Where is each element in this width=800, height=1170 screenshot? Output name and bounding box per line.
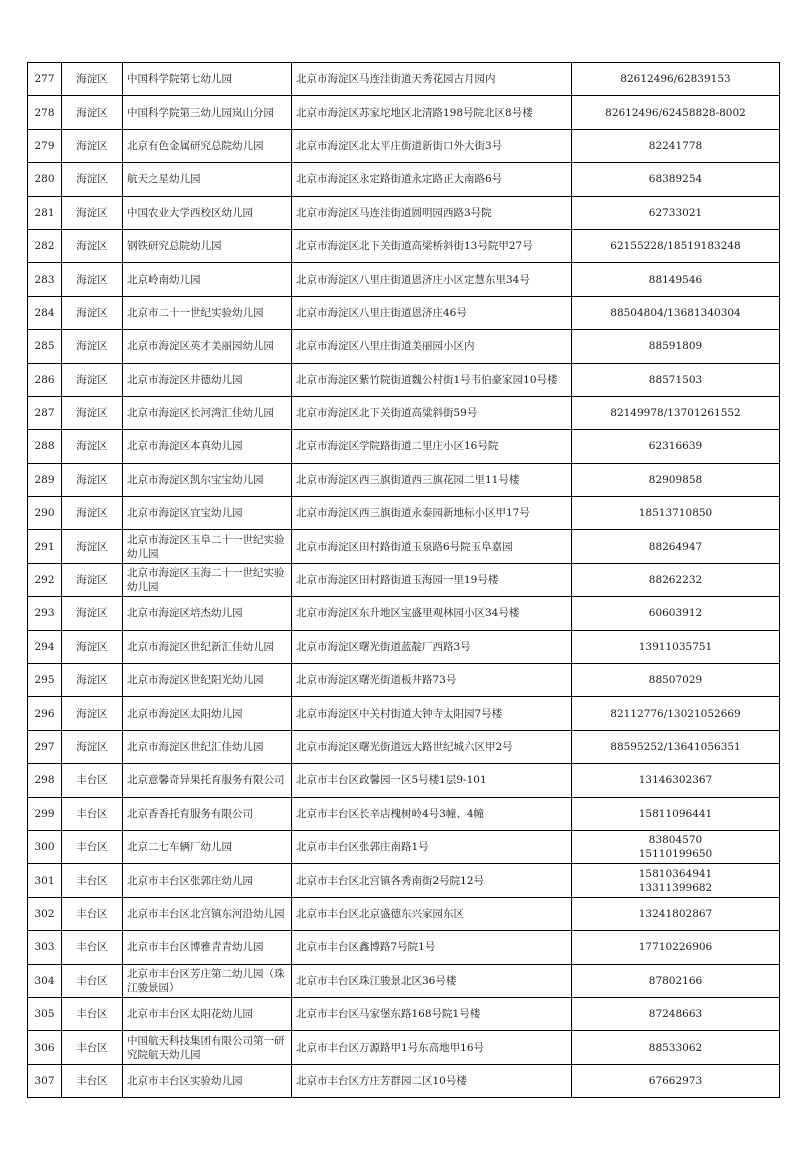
table-row [28,330,780,363]
phone-cell [572,830,780,863]
phone-cell [572,897,780,930]
address-cell: 北京市海淀区田村路街道玉泉路6号院玉阜嘉园 [292,530,572,563]
phone-number: 15810364941 [638,867,713,880]
row-number: 293 [28,597,62,630]
phone-cell [572,664,780,697]
row-number: 279 [28,129,62,162]
row-number: 280 [28,163,62,196]
phone-cell [572,463,780,496]
phone-cell [572,697,780,730]
table-row [28,196,780,229]
kindergarten-name-cell: 中国航天科技集团有限公司第一研究院航天幼儿园 [123,1031,292,1064]
phone-cell [572,964,780,997]
kindergarten-name-cell: 北京意馨奇异果托育服务有限公司 [123,764,292,797]
address-cell: 北京市丰台区北京盛德东兴家园东区 [292,897,572,930]
address-cell: 北京市丰台区政馨园一区5号楼1层9-101 [292,764,572,797]
address-cell: 北京市海淀区田村路街道玉海园一里19号楼 [292,563,572,596]
address-cell: 北京市海淀区东升地区宝盛里观林园小区34号楼 [292,597,572,630]
district-cell: 海淀区 [62,63,123,96]
phone-cell [572,1064,780,1097]
row-number: 291 [28,530,62,563]
kindergarten-name-cell: 北京市海淀区英才美丽园幼儿园 [123,330,292,363]
address-cell: 北京市海淀区永定路街道永定路正大南路6号 [292,163,572,196]
phone-cell [572,163,780,196]
table-row [28,263,780,296]
phone-cell [572,363,780,396]
kindergarten-name-cell: 北京市海淀区玉阜二十一世纪实验幼儿园 [123,530,292,563]
phone-cell [572,597,780,630]
district-cell: 海淀区 [62,697,123,730]
table-row [28,597,780,630]
kindergarten-name-cell: 北京香香托育服务有限公司 [123,797,292,830]
row-number: 303 [28,931,62,964]
kindergarten-name-cell: 中国科学院第三幼儿园岚山分园 [123,96,292,129]
table-row [28,363,780,396]
kindergarten-name-cell: 航天之星幼儿园 [123,163,292,196]
kindergarten-name-cell: 北京二七车辆厂幼儿园 [123,830,292,863]
table-row [28,1031,780,1064]
table-row [28,430,780,463]
phone-number: 18513710850 [638,507,713,520]
kindergarten-name-cell: 中国农业大学西校区幼儿园 [123,196,292,229]
row-number: 304 [28,964,62,997]
table-row [28,797,780,830]
phone-number: 13241802867 [638,907,713,920]
district-cell: 丰台区 [62,764,123,797]
address-cell: 北京市海淀区北太平庄街道新街口外大街3号 [292,129,572,162]
district-cell: 海淀区 [62,196,123,229]
row-number: 305 [28,997,62,1030]
row-number: 277 [28,63,62,96]
table-row [28,96,780,129]
kindergarten-name-cell: 北京岭南幼儿园 [123,263,292,296]
table-row [28,697,780,730]
phone-cell [572,797,780,830]
address-cell: 北京市丰台区鑫博路7号院1号 [292,931,572,964]
row-number: 289 [28,463,62,496]
address-cell: 北京市海淀区八里庄街道恩济庄46号 [292,296,572,329]
table-row [28,664,780,697]
phone-number: 13146302367 [638,774,713,787]
district-cell: 丰台区 [62,1031,123,1064]
address-cell: 北京市丰台区张郭庄南路1号 [292,830,572,863]
row-number: 287 [28,396,62,429]
kindergarten-name-cell: 北京市丰台区芳庄第二幼儿园（珠江骏景园） [123,964,292,997]
kindergarten-name-cell: 钢铁研究总院幼儿园 [123,229,292,262]
kindergarten-name-cell: 北京市丰台区张郭庄幼儿园 [123,864,292,897]
phone-cell [572,1031,780,1064]
kindergarten-name-cell: 北京市海淀区玉海二十一世纪实验幼儿园 [123,563,292,596]
district-cell: 海淀区 [62,330,123,363]
phone-number: 88264947 [648,540,703,553]
district-cell: 海淀区 [62,530,123,563]
address-cell: 北京市海淀区曙光街道板井路73号 [292,664,572,697]
kindergarten-name-cell: 北京市海淀区世纪新汇佳幼儿园 [123,630,292,663]
row-number: 278 [28,96,62,129]
phone-number: 82112776/13021052669 [610,707,741,720]
address-cell: 北京市海淀区北下关街道高粱斜街59号 [292,396,572,429]
district-cell: 海淀区 [62,563,123,596]
row-number: 288 [28,430,62,463]
row-number: 300 [28,830,62,863]
phone-number: 87248663 [648,1008,703,1021]
table-row [28,163,780,196]
kindergarten-name-cell: 北京市海淀区世纪阳光幼儿园 [123,664,292,697]
district-cell: 海淀区 [62,163,123,196]
district-cell: 海淀区 [62,597,123,630]
row-number: 302 [28,897,62,930]
phone-cell [572,563,780,596]
district-cell: 丰台区 [62,864,123,897]
address-cell: 北京市丰台区方庄芳群园二区10号楼 [292,1064,572,1097]
district-cell: 海淀区 [62,229,123,262]
table-row [28,897,780,930]
address-cell: 北京市海淀区北下关街道高梁桥斜街13号院甲27号 [292,229,572,262]
phone-cell [572,530,780,563]
address-cell: 北京市海淀区曙光街道蓝靛厂西路3号 [292,630,572,663]
district-cell: 海淀区 [62,263,123,296]
row-number: 307 [28,1064,62,1097]
table-row [28,563,780,596]
district-cell: 海淀区 [62,463,123,496]
table-row [28,630,780,663]
phone-cell [572,330,780,363]
district-cell: 丰台区 [62,897,123,930]
phone-cell [572,129,780,162]
phone-number: 82612496/62839153 [620,73,731,86]
phone-cell [572,296,780,329]
kindergarten-name-cell: 北京市海淀区宜宝幼儿园 [123,497,292,530]
phone-number: 13311399682 [638,881,713,894]
row-number: 285 [28,330,62,363]
row-number: 295 [28,664,62,697]
district-cell: 海淀区 [62,396,123,429]
phone-number: 15110199650 [638,848,713,861]
district-cell: 海淀区 [62,430,123,463]
table-body [28,63,780,1098]
phone-number: 88595252/13641056351 [610,741,741,753]
kindergarten-name-cell: 北京有色金属研究总院幼儿园 [123,129,292,162]
phone-number: 88262232 [648,574,703,587]
address-cell: 北京市海淀区紫竹院街道魏公村街1号韦伯豪家园10号楼 [292,363,572,396]
district-cell: 海淀区 [62,363,123,396]
district-cell: 丰台区 [62,997,123,1030]
kindergarten-table [27,62,780,1098]
district-cell: 海淀区 [62,96,123,129]
address-cell: 北京市海淀区八里庄街道美丽园小区内 [292,330,572,363]
table-row [28,530,780,563]
phone-cell [572,196,780,229]
address-cell: 北京市丰台区珠江骏景北区36号楼 [292,964,572,997]
district-cell: 丰台区 [62,931,123,964]
phone-number: 62733021 [648,206,703,219]
row-number: 290 [28,497,62,530]
phone-number: 82909858 [648,473,703,486]
row-number: 301 [28,864,62,897]
phone-cell [572,63,780,96]
district-cell: 丰台区 [62,830,123,863]
district-cell: 海淀区 [62,497,123,530]
district-cell: 海淀区 [62,129,123,162]
row-number: 294 [28,630,62,663]
row-number: 286 [28,363,62,396]
phone-number: 87802166 [648,974,703,987]
row-number: 306 [28,1031,62,1064]
phone-cell [572,764,780,797]
address-cell: 北京市海淀区马连洼街道天秀花园古月园内 [292,63,572,96]
district-cell: 海淀区 [62,630,123,663]
table-row [28,830,780,863]
phone-number: 13911035751 [638,640,713,653]
table-row [28,864,780,897]
phone-number: 68389254 [648,173,703,186]
table-row [28,764,780,797]
row-number: 281 [28,196,62,229]
table-row [28,964,780,997]
phone-number: 82612496/62458828-8002 [605,106,746,119]
kindergarten-name-cell: 中国科学院第七幼儿园 [123,63,292,96]
phone-number: 88533062 [648,1041,703,1054]
district-cell: 丰台区 [62,964,123,997]
district-cell: 丰台区 [62,1064,123,1097]
address-cell: 北京市海淀区中关村街道大钟寺太阳园7号楼 [292,697,572,730]
phone-number: 88507029 [648,674,703,687]
address-cell: 北京市丰台区万源路甲1号东高地甲16号 [292,1031,572,1064]
kindergarten-name-cell: 北京市丰台区北宫镇东河沿幼儿园 [123,897,292,930]
table-row [28,229,780,262]
phone-number: 67662973 [648,1074,703,1087]
phone-cell [572,997,780,1030]
table-row [28,129,780,162]
address-cell: 北京市海淀区西三旗街道西三旗花园二里11号楼 [292,463,572,496]
phone-number: 62155228/18519183248 [610,240,741,253]
row-number: 296 [28,697,62,730]
district-cell: 海淀区 [62,730,123,763]
phone-cell [572,396,780,429]
row-number: 282 [28,229,62,262]
phone-cell [572,229,780,262]
district-cell: 海淀区 [62,664,123,697]
address-cell: 北京市海淀区八里庄街道恩济庄小区定慧东里34号 [292,263,572,296]
phone-cell [572,730,780,763]
phone-number: 82241778 [648,139,703,152]
address-cell: 北京市海淀区马连洼街道圆明园西路3号院 [292,196,572,229]
phone-number: 17710226906 [638,941,713,954]
table-row [28,497,780,530]
address-cell: 北京市丰台区马家堡东路168号院1号楼 [292,997,572,1030]
kindergarten-name-cell: 北京市丰台区实验幼儿园 [123,1064,292,1097]
phone-number: 88591809 [648,340,703,353]
phone-number: 88149546 [648,273,703,286]
phone-cell [572,864,780,897]
table-row [28,396,780,429]
kindergarten-name-cell: 北京市丰台区博雅青青幼儿园 [123,931,292,964]
row-number: 283 [28,263,62,296]
district-cell: 丰台区 [62,797,123,830]
kindergarten-name-cell: 北京市海淀区凯尔宝宝幼儿园 [123,463,292,496]
phone-cell [572,430,780,463]
row-number: 299 [28,797,62,830]
address-cell: 北京市海淀区苏家坨地区北清路198号院北区8号楼 [292,96,572,129]
kindergarten-name-cell: 北京市海淀区培杰幼儿园 [123,597,292,630]
phone-cell [572,931,780,964]
address-cell: 北京市海淀区西三旗街道永泰园新地标小区甲17号 [292,497,572,530]
table-row [28,730,780,763]
phone-cell [572,96,780,129]
kindergarten-name-cell: 北京市海淀区世纪汇佳幼儿园 [123,730,292,763]
row-number: 284 [28,296,62,329]
row-number: 298 [28,764,62,797]
table-row [28,296,780,329]
table-row [28,1064,780,1097]
address-cell: 北京市海淀区学院路街道二里庄小区16号院 [292,430,572,463]
row-number: 292 [28,563,62,596]
kindergarten-name-cell: 北京市海淀区太阳幼儿园 [123,697,292,730]
kindergarten-name-cell: 北京市丰台区太阳花幼儿园 [123,997,292,1030]
table-row [28,463,780,496]
address-cell: 北京市丰台区北宫镇各秀南街2号院12号 [292,864,572,897]
kindergarten-name-cell: 北京市海淀区本真幼儿园 [123,430,292,463]
document-page [27,62,779,1098]
phone-number: 82149978/13701261552 [610,407,741,420]
phone-cell [572,630,780,663]
phone-number: 88571503 [648,373,703,386]
phone-number: 15811096441 [638,807,713,820]
phone-number: 88504804/13681340304 [610,306,741,319]
kindergarten-name-cell: 北京市海淀区井德幼儿园 [123,363,292,396]
phone-cell [572,263,780,296]
district-cell: 海淀区 [62,296,123,329]
table-row [28,931,780,964]
phone-cell [572,497,780,530]
phone-number: 62316639 [648,440,703,453]
kindergarten-name-cell: 北京市海淀区长河湾汇佳幼儿园 [123,396,292,429]
table-row [28,997,780,1030]
kindergarten-name-cell: 北京市二十一世纪实验幼儿园 [123,296,292,329]
row-number: 297 [28,730,62,763]
table-row [28,63,780,96]
phone-number: 60603912 [648,607,703,620]
address-cell: 北京市海淀区曙光街道远大路世纪城六区甲2号 [292,730,572,763]
phone-number: 83804570 [648,834,703,847]
address-cell: 北京市丰台区长辛店槐树岭4号3幢、4幢 [292,797,572,830]
